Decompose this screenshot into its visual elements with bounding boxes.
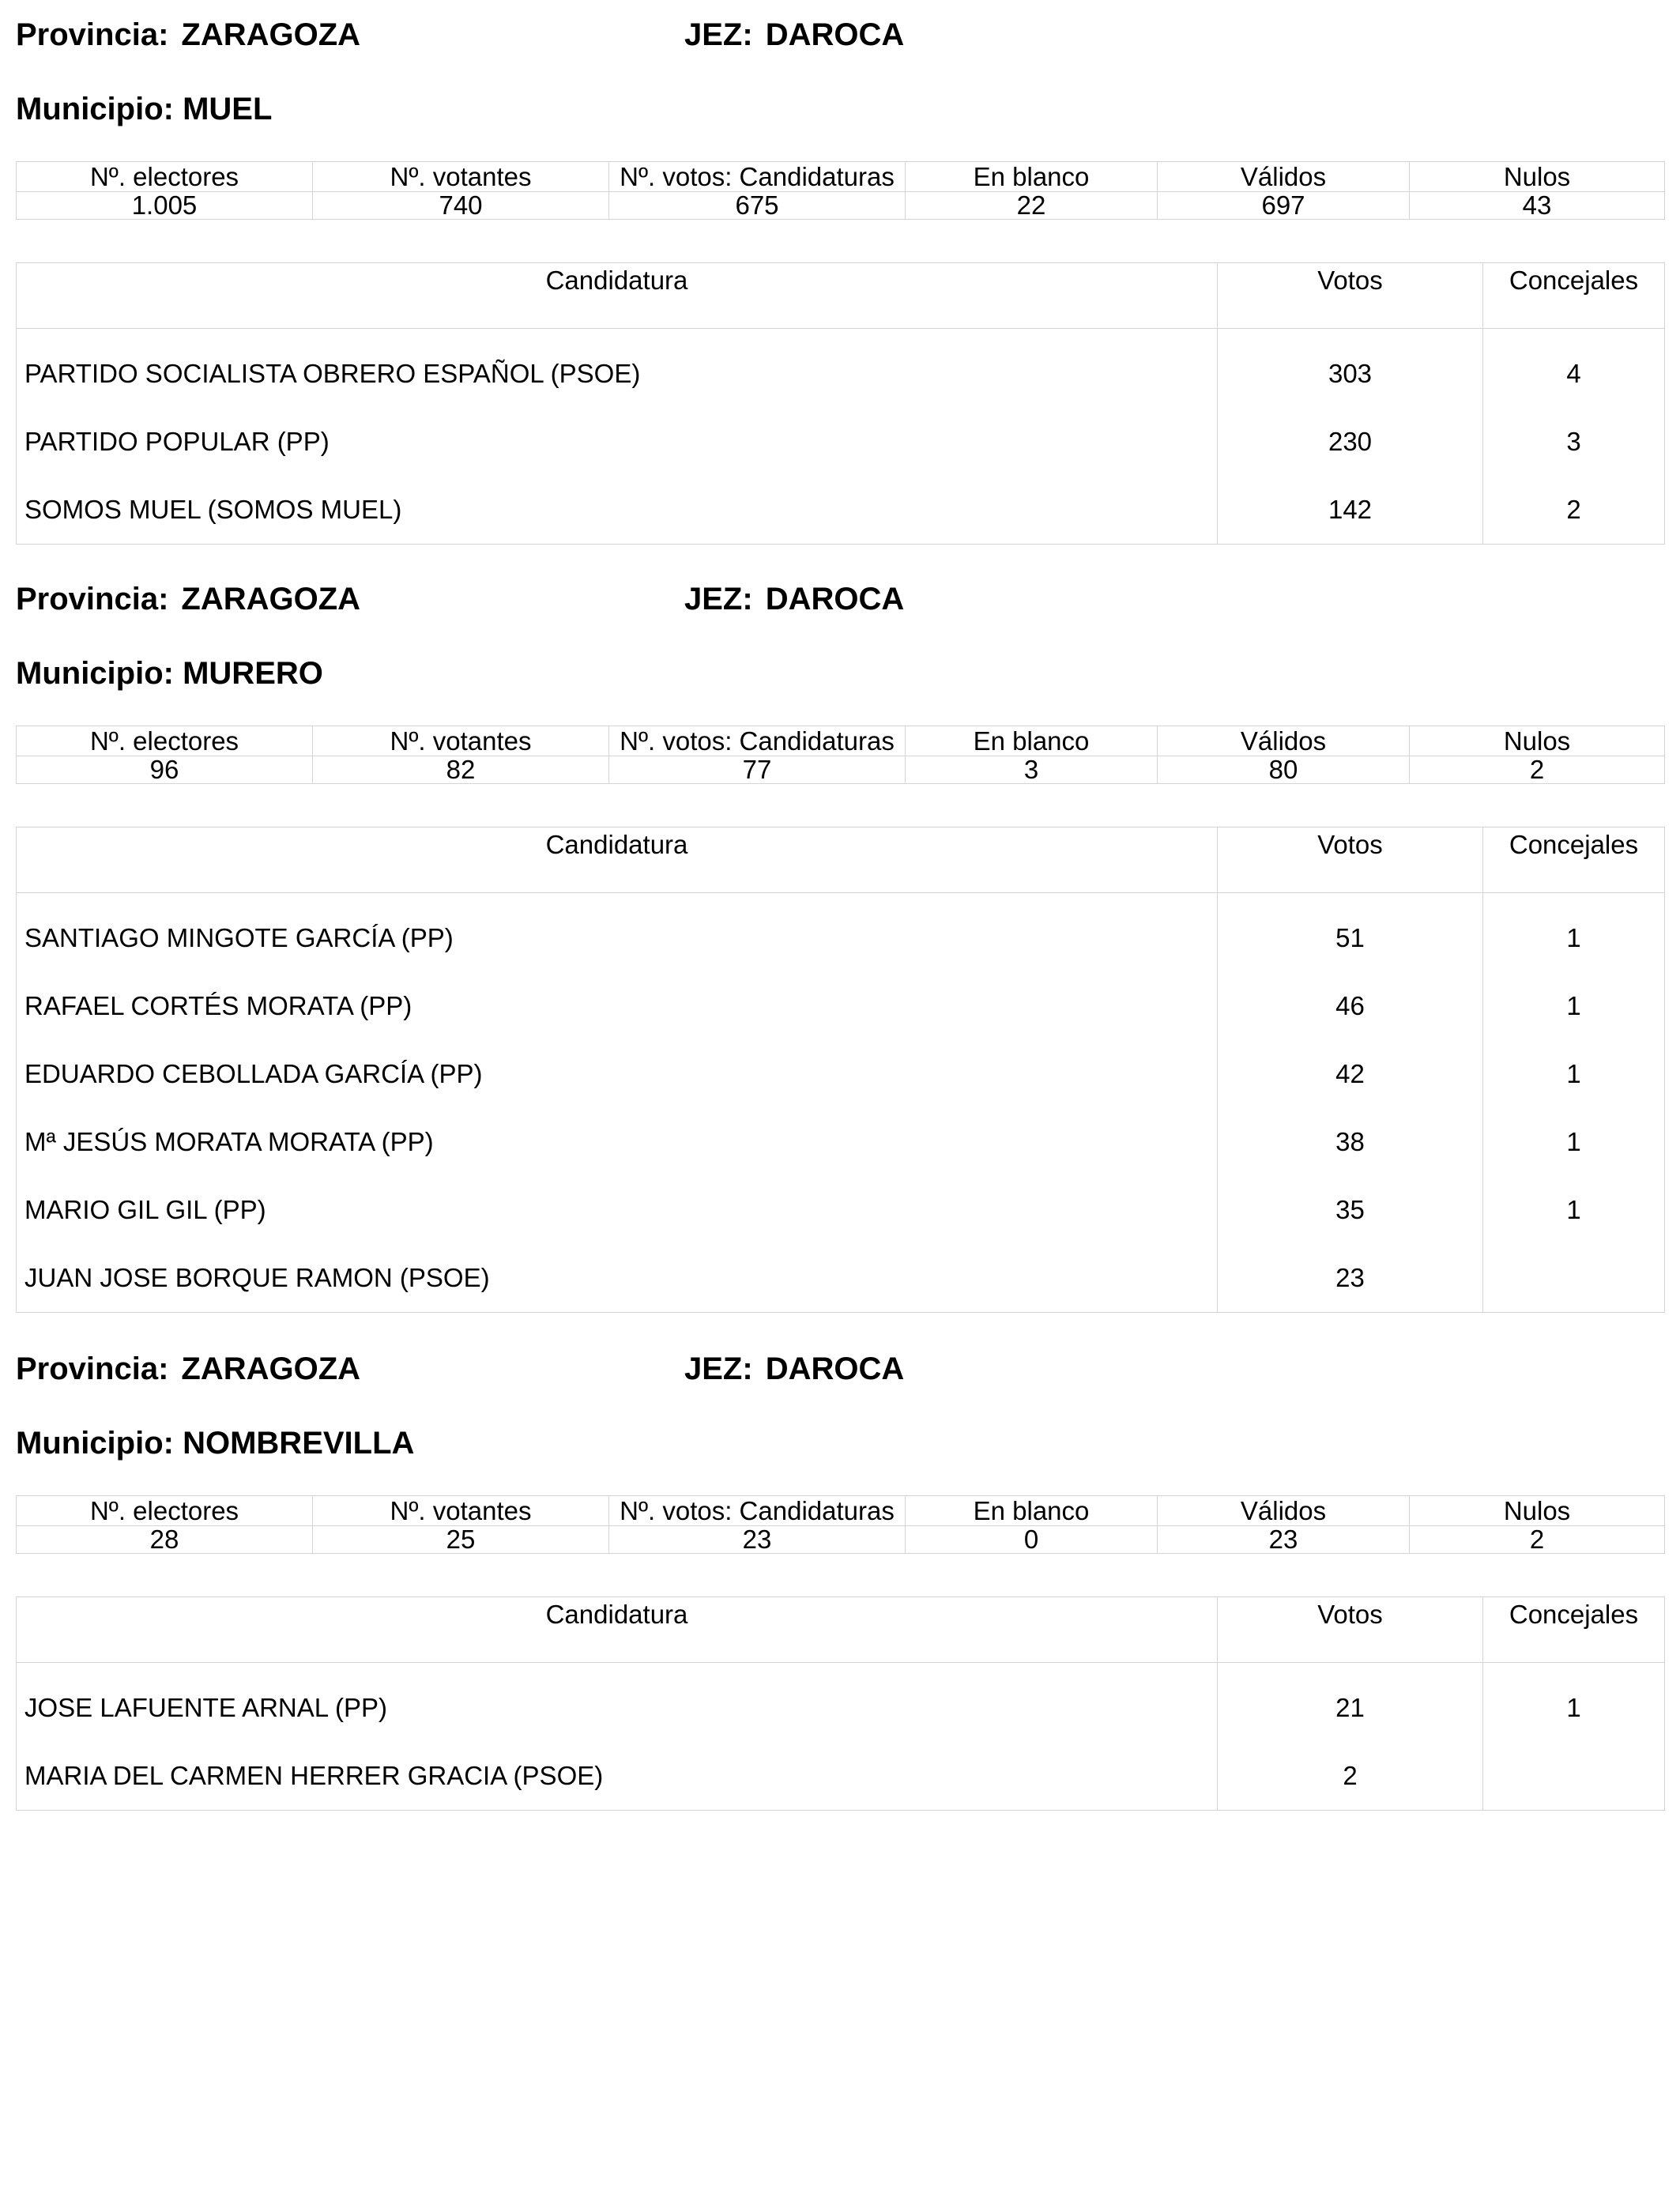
summary-value-cell: 675 xyxy=(609,192,906,220)
candidate-concejales: 1 xyxy=(1483,893,1665,973)
municipio-value: MUEL xyxy=(183,92,273,126)
summary-header-cell: Nº. votos: Candidaturas xyxy=(609,162,906,192)
summary-values-row xyxy=(17,756,1665,784)
provincia-label: Provincia: xyxy=(16,1351,169,1386)
candidatura-header: Candidatura xyxy=(17,827,1218,893)
votos-header: Votos xyxy=(1218,263,1483,329)
provincia-label: Provincia: xyxy=(16,582,169,616)
municipio-heading xyxy=(16,1424,414,1462)
votos-header: Votos xyxy=(1218,827,1483,893)
candidate-votes: 2 xyxy=(1218,1742,1483,1811)
summary-header-cell: Nº. electores xyxy=(17,1496,313,1526)
summary-value-cell: 0 xyxy=(906,1526,1158,1554)
concejales-header: Concejales xyxy=(1483,263,1665,329)
candidate-name: RAFAEL CORTÉS MORATA (PP) xyxy=(17,972,1218,1040)
candidate-votes: 21 xyxy=(1218,1663,1483,1743)
candidates-table xyxy=(16,827,1665,1313)
candidate-name: JOSE LAFUENTE ARNAL (PP) xyxy=(17,1663,1218,1743)
candidate-row xyxy=(17,1742,1665,1811)
jez-value: DAROCA xyxy=(765,582,905,616)
summary-header-row xyxy=(17,1496,1665,1526)
candidate-name: Mª JESÚS MORATA MORATA (PP) xyxy=(17,1108,1218,1176)
summary-header-cell: Nº. votos: Candidaturas xyxy=(609,726,906,756)
candidate-concejales: 1 xyxy=(1483,1663,1665,1743)
candidate-row xyxy=(17,408,1665,476)
candidate-row xyxy=(17,1176,1665,1244)
municipio-label: Municipio: xyxy=(16,92,174,126)
candidate-votes: 230 xyxy=(1218,408,1483,476)
candidate-row xyxy=(17,1244,1665,1313)
summary-header-cell: Nº. votantes xyxy=(313,1496,609,1526)
summary-header-cell: Nº. electores xyxy=(17,726,313,756)
candidate-concejales: 3 xyxy=(1483,408,1665,476)
summary-header-cell: Válidos xyxy=(1158,1496,1410,1526)
summary-value-cell: 82 xyxy=(313,756,609,784)
candidate-row xyxy=(17,329,1665,409)
summary-table xyxy=(16,726,1665,784)
candidate-name: PARTIDO SOCIALISTA OBRERO ESPAÑOL (PSOE) xyxy=(17,329,1218,409)
candidate-name: MARIO GIL GIL (PP) xyxy=(17,1176,1218,1244)
candidate-name: EDUARDO CEBOLLADA GARCÍA (PP) xyxy=(17,1040,1218,1108)
votos-header: Votos xyxy=(1218,1597,1483,1663)
jez-label: JEZ: xyxy=(684,582,753,616)
candidates-table xyxy=(16,262,1665,545)
candidates-header-row xyxy=(17,827,1665,893)
municipio-label: Municipio: xyxy=(16,656,174,691)
summary-header-cell: Nº. electores xyxy=(17,162,313,192)
candidate-votes: 35 xyxy=(1218,1176,1483,1244)
summary-header-row xyxy=(17,162,1665,192)
jez-heading xyxy=(684,16,904,54)
candidatura-header: Candidatura xyxy=(17,263,1218,329)
jez-value: DAROCA xyxy=(765,1351,905,1386)
jez-heading xyxy=(684,580,904,618)
provincia-heading xyxy=(16,1350,360,1388)
municipio-heading xyxy=(16,654,323,692)
summary-value-cell: 3 xyxy=(906,756,1158,784)
summary-value-cell: 22 xyxy=(906,192,1158,220)
summary-value-cell: 25 xyxy=(313,1526,609,1554)
summary-value-cell: 80 xyxy=(1158,756,1410,784)
candidate-name: PARTIDO POPULAR (PP) xyxy=(17,408,1218,476)
provincia-heading xyxy=(16,580,360,618)
concejales-header: Concejales xyxy=(1483,827,1665,893)
provincia-heading xyxy=(16,16,360,54)
municipio-value: MURERO xyxy=(183,656,323,691)
summary-header-cell: Válidos xyxy=(1158,162,1410,192)
candidates-header-row xyxy=(17,1597,1665,1663)
provincia-value: ZARAGOZA xyxy=(181,1351,361,1386)
summary-value-cell: 2 xyxy=(1410,1526,1665,1554)
summary-header-cell: Válidos xyxy=(1158,726,1410,756)
candidate-row xyxy=(17,972,1665,1040)
candidate-concejales: 1 xyxy=(1483,1040,1665,1108)
summary-table xyxy=(16,1495,1665,1554)
jez-label: JEZ: xyxy=(684,17,753,52)
candidate-concejales xyxy=(1483,1742,1665,1811)
candidate-concejales: 1 xyxy=(1483,972,1665,1040)
candidate-row xyxy=(17,1108,1665,1176)
summary-header-cell: Nº. votantes xyxy=(313,726,609,756)
summary-header-row xyxy=(17,726,1665,756)
summary-header-cell: Nulos xyxy=(1410,726,1665,756)
candidate-votes: 38 xyxy=(1218,1108,1483,1176)
summary-value-cell: 23 xyxy=(609,1526,906,1554)
candidate-concejales: 1 xyxy=(1483,1176,1665,1244)
provincia-label: Provincia: xyxy=(16,17,169,52)
summary-header-cell: Nº. votos: Candidaturas xyxy=(609,1496,906,1526)
summary-header-cell: En blanco xyxy=(906,726,1158,756)
municipio-label: Municipio: xyxy=(16,1426,174,1461)
candidates-table xyxy=(16,1596,1665,1811)
candidatura-header: Candidatura xyxy=(17,1597,1218,1663)
summary-header-cell: En blanco xyxy=(906,162,1158,192)
municipio-heading xyxy=(16,90,272,128)
municipio-value: NOMBREVILLA xyxy=(183,1426,415,1461)
candidate-concejales: 2 xyxy=(1483,476,1665,545)
summary-values-row xyxy=(17,192,1665,220)
summary-value-cell: 23 xyxy=(1158,1526,1410,1554)
candidate-row xyxy=(17,1663,1665,1743)
summary-values-row xyxy=(17,1526,1665,1554)
summary-value-cell: 2 xyxy=(1410,756,1665,784)
concejales-header: Concejales xyxy=(1483,1597,1665,1663)
candidate-row xyxy=(17,893,1665,973)
jez-heading xyxy=(684,1350,904,1388)
candidates-header-row xyxy=(17,263,1665,329)
candidate-votes: 42 xyxy=(1218,1040,1483,1108)
summary-value-cell: 1.005 xyxy=(17,192,313,220)
summary-value-cell: 77 xyxy=(609,756,906,784)
provincia-value: ZARAGOZA xyxy=(181,17,361,52)
candidate-row xyxy=(17,476,1665,545)
candidate-name: JUAN JOSE BORQUE RAMON (PSOE) xyxy=(17,1244,1218,1313)
jez-label: JEZ: xyxy=(684,1351,753,1386)
candidate-name: SANTIAGO MINGOTE GARCÍA (PP) xyxy=(17,893,1218,973)
summary-header-cell: En blanco xyxy=(906,1496,1158,1526)
candidate-votes: 142 xyxy=(1218,476,1483,545)
candidate-row xyxy=(17,1040,1665,1108)
summary-value-cell: 96 xyxy=(17,756,313,784)
provincia-value: ZARAGOZA xyxy=(181,582,361,616)
summary-value-cell: 697 xyxy=(1158,192,1410,220)
candidate-votes: 46 xyxy=(1218,972,1483,1040)
jez-value: DAROCA xyxy=(765,17,905,52)
summary-header-cell: Nulos xyxy=(1410,1496,1665,1526)
summary-header-cell: Nulos xyxy=(1410,162,1665,192)
candidate-votes: 303 xyxy=(1218,329,1483,409)
summary-value-cell: 740 xyxy=(313,192,609,220)
candidate-votes: 23 xyxy=(1218,1244,1483,1313)
candidate-concejales xyxy=(1483,1244,1665,1313)
summary-value-cell: 28 xyxy=(17,1526,313,1554)
summary-table xyxy=(16,161,1665,220)
candidate-concejales: 1 xyxy=(1483,1108,1665,1176)
summary-value-cell: 43 xyxy=(1410,192,1665,220)
candidate-votes: 51 xyxy=(1218,893,1483,973)
summary-header-cell: Nº. votantes xyxy=(313,162,609,192)
candidate-name: MARIA DEL CARMEN HERRER GRACIA (PSOE) xyxy=(17,1742,1218,1811)
candidate-concejales: 4 xyxy=(1483,329,1665,409)
candidate-name: SOMOS MUEL (SOMOS MUEL) xyxy=(17,476,1218,545)
